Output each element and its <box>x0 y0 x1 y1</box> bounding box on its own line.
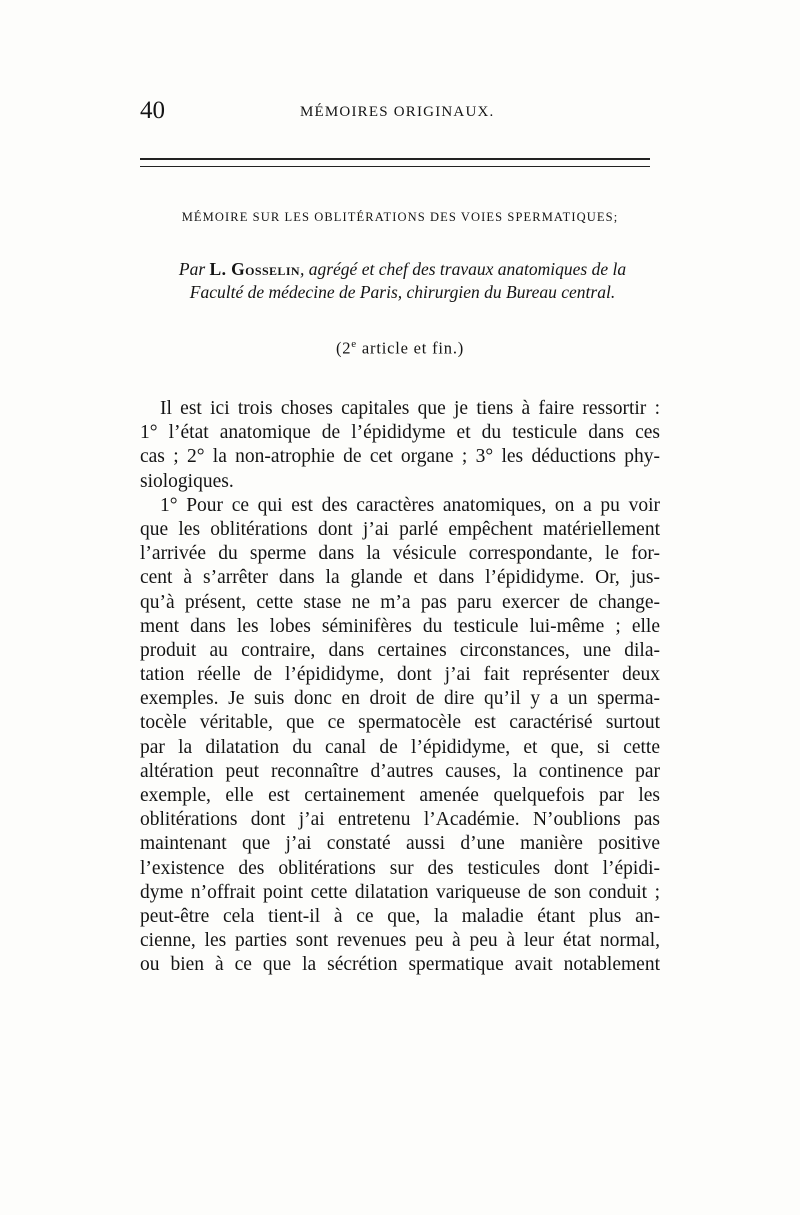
body-line: ment dans les lobes séminifères du testicule lui-même ; elle <box>140 615 660 637</box>
double-rule-divider <box>140 158 650 167</box>
body-line: produit au contraire, dans certaines circonstances, une dila- <box>140 639 660 661</box>
body-line: l’arrivée du sperme dans la vésicule correspondante, le for- <box>140 543 660 565</box>
body-line: tation réelle de l’épididyme, dont j’ai fait représenter deux <box>140 664 660 686</box>
body-line: Il est ici trois choses capitales que je tiens à faire ressortir : <box>160 398 660 419</box>
body-line: siologiques. <box>140 470 234 492</box>
running-title: MÉMOIRES ORIGINAUX. <box>300 104 495 120</box>
body-text <box>140 397 660 978</box>
body-line: oblitérations dont j’ai entretenu l’Académie. N’oublions pas <box>140 809 660 831</box>
author-name: L. Gosselin <box>209 259 300 279</box>
body-line: altération peut reconnaître d’autres causes, la continence par <box>140 760 660 782</box>
body-line: par la dilatation du canal de l’épididyme, et que, si cette <box>140 736 660 758</box>
body-line: 1° Pour ce qui est des caractères anatomiques, on a pu voir <box>160 494 660 516</box>
body-line: qu’à présent, cette stase ne m’a pas paru exercer de change- <box>140 591 660 613</box>
byline-affiliation: , agrégé et chef des travaux anatomiques de la <box>299 259 627 279</box>
body-line: maintenant que j’ai constaté aussi d’une manière positive <box>140 833 660 855</box>
body-line: 1° l’état anatomique de l’épididyme et du testicule dans ces <box>140 422 660 444</box>
body-line: cent à s’arrêter dans la glande et dans l’épididyme. Or, jus- <box>140 567 660 589</box>
body-line: ou bien à ce que la sécrétion spermatique avait notablement <box>140 954 660 976</box>
body-line: dyme n’offrait point cette dilatation variqueuse de son conduit ; <box>140 881 660 903</box>
body-line: exemples. Je suis donc en droit de dire qu’il y a un sperma- <box>140 688 660 710</box>
article-note: (2e article et fin.) <box>335 338 465 358</box>
body-line: cas ; 2° la non-atrophie de cet organe ; 3° les déductions phy- <box>140 446 660 468</box>
memoir-title: MÉMOIRE SUR LES OBLITÉRATIONS DES VOIES SPERMATIQUES; <box>181 210 619 224</box>
running-head <box>140 96 660 126</box>
byline-line-2: Faculté de médecine de Paris, chirurgien du Bureau central. <box>189 282 616 302</box>
byline <box>130 258 675 304</box>
byline-line-1 <box>130 258 675 281</box>
body-line: cienne, les parties sont revenues peu à peu à leur état normal, <box>140 930 660 952</box>
body-line: exemple, elle est certainement amenée quelquefois par les <box>140 785 660 806</box>
byline-prefix: Par <box>178 259 206 279</box>
body-line: l’existence des oblitérations sur des testicules dont l’épidi- <box>140 857 660 879</box>
page-number: 40 <box>140 97 165 124</box>
body-line: tocèle véritable, que ce spermatocèle est caractérisé surtout <box>140 712 660 734</box>
body-line: peut-être cela tient-il à ce que, la maladie étant plus an- <box>140 905 660 927</box>
body-line: que les oblitérations dont j’ai parlé empêchent matériellement <box>140 518 660 540</box>
